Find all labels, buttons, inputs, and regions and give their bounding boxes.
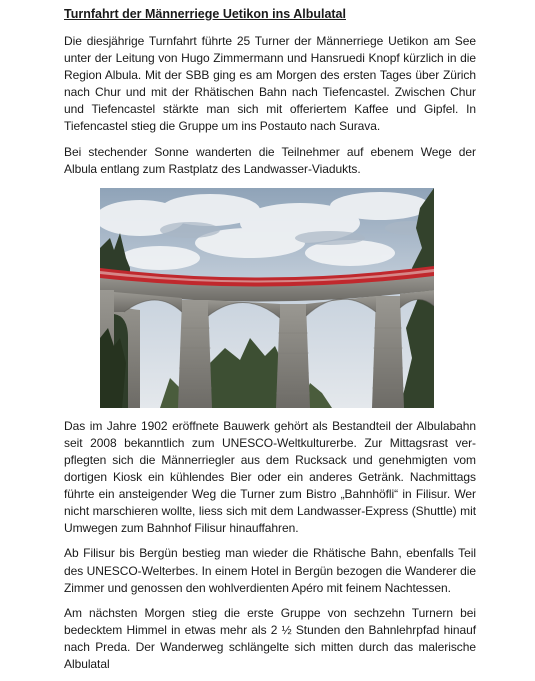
viaduct-photo bbox=[100, 188, 434, 408]
paragraph-4: Ab Filisur bis Bergün bestieg man wieder die Rhätische Bahn, ebenfalls Teil des UNESCO-Welterbes. In einem Hotel in Bergün bezogen die Wanderer die Zimmer und genossen den wohlverdienten Apéro mit feinem Nachtessen. bbox=[64, 546, 476, 595]
paragraph-3: Das im Jahre 1902 eröffnete Bauwerk gehört als Bestandteil der Albulabahn seit 2008 bekanntlich zum UNESCO-Weltkulturerbe. Zur Mittagsrast ver-pflegten sich die Männerriegler aus dem Rucksack und genehmigten vom dortigen Kiosk ein kühlendes Bier oder ein anderes Getränk. Nachmittags führte ein ansteigender Weg die Turner zum Bistro „Bahnhöfli“ in Filisur. Wer nicht marschieren wollte, liess sich mit dem Landwasser-Express (Shuttle) mit Umwegen zum Bahnhof Filisur hinauffahren. bbox=[64, 418, 476, 536]
document-page bbox=[64, 6, 476, 681]
viaduct-photo-illustration bbox=[100, 188, 434, 408]
document-title: Turnfahrt der Männerriege Uetikon ins Albulatal bbox=[64, 7, 346, 21]
paragraph-1: Die diesjährige Turnfahrt führte 25 Turner der Männerriege Uetikon am See unter der Leitung von Hugo Zimmermann und Hansruedi Knopf kürzlich in die Region Albula. Mit der SBB ging es am Morgen des ersten Tages über Zürich nach Chur und mit der Rhätischen Bahn nach Tiefencastel. Zwischen Chur und Tiefencastel stärkte man sich mit offeriertem Kaffee und Gipfel. In Tiefencastel stieg die Gruppe um ins Postauto nach Surava. bbox=[64, 34, 476, 134]
paragraph-5: Am nächsten Morgen stieg die erste Gruppe von sechzehn Turnern bei bedecktem Himmel in etwas mehr als 2 ½ Stunden den Bahnlehrpfad hinauf nach Preda. Der Wanderweg schlängelte sich mitten durch das malerische Albulatal bbox=[64, 605, 476, 671]
paragraph-2: Bei stechender Sonne wanderten die Teilnehmer auf ebenem Wege der Albula entlang zum Rastplatz des Landwasser-Viadukts. bbox=[64, 144, 476, 176]
